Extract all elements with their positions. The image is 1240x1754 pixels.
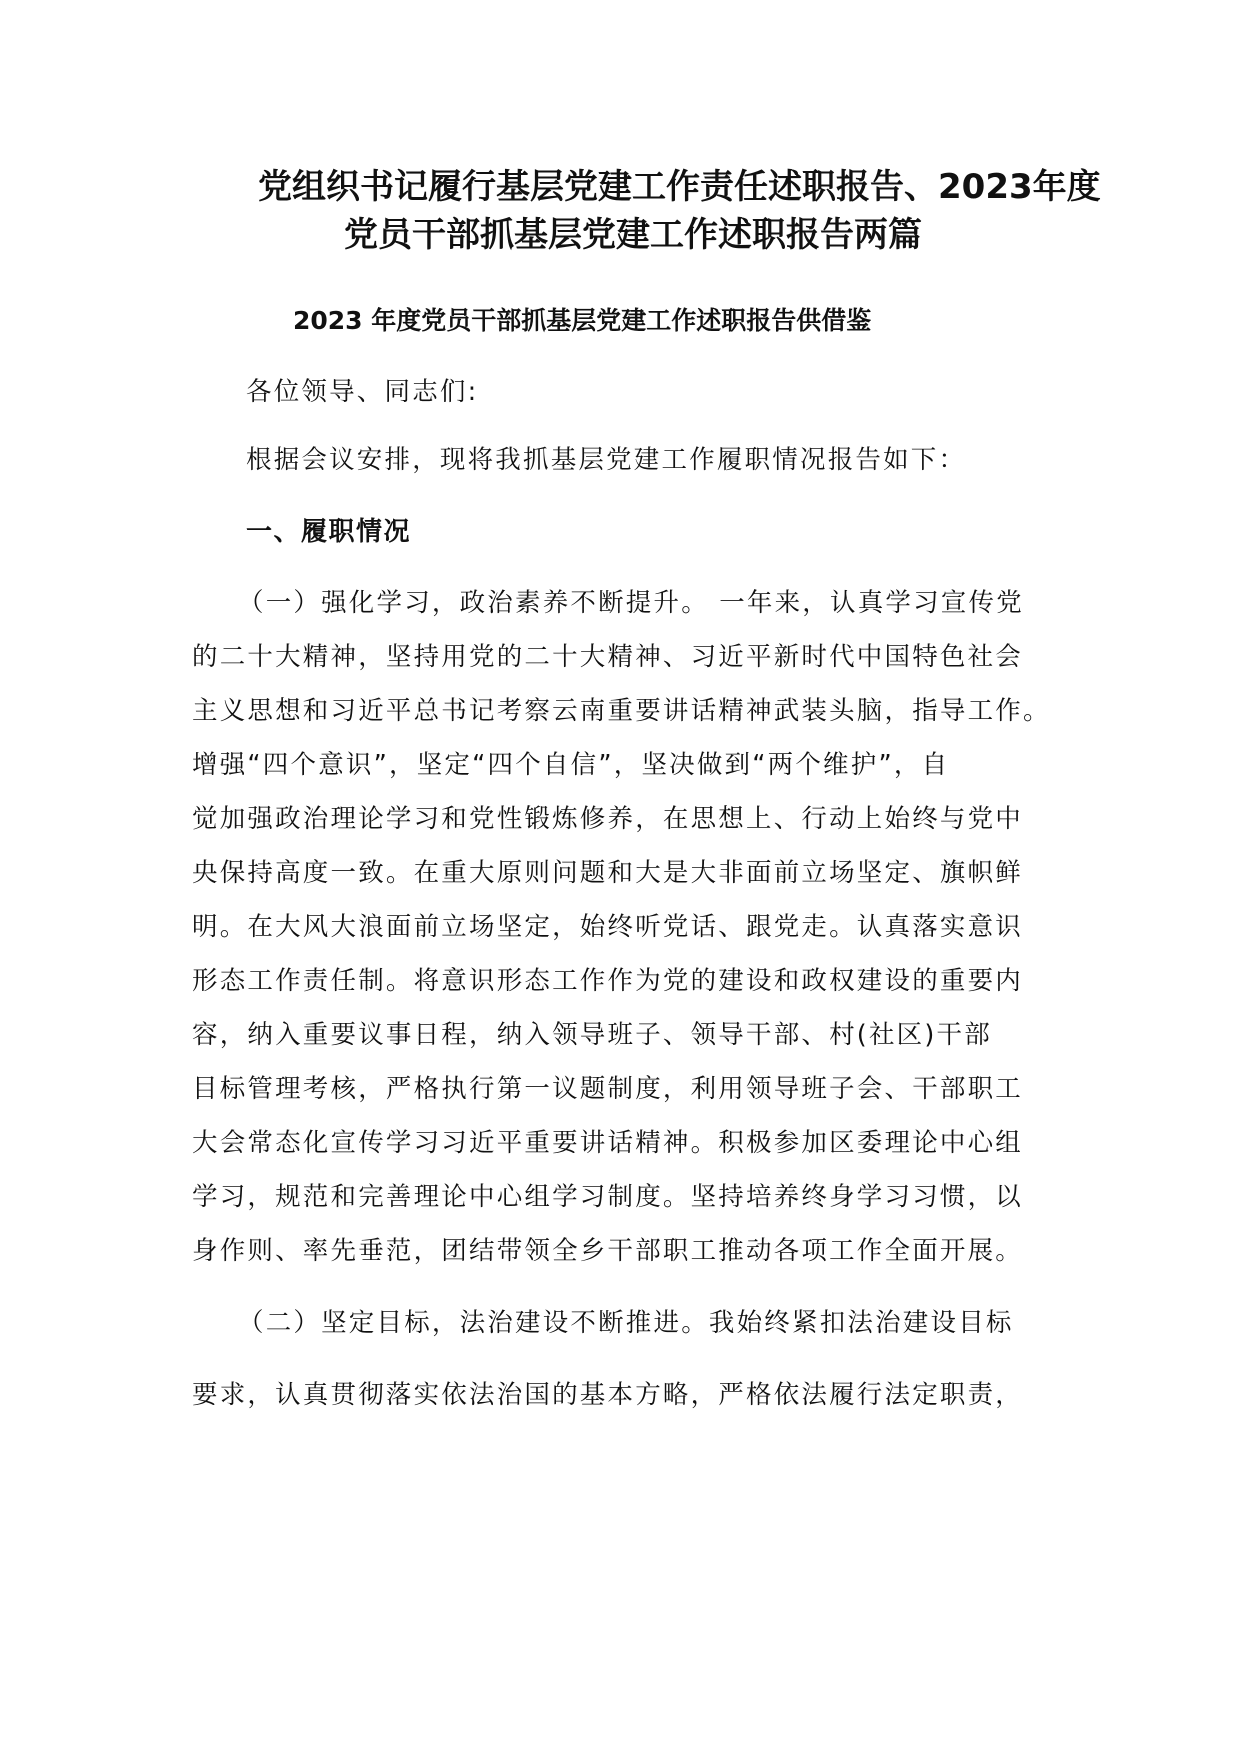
paragraph-line: 的二十大精神，坚持用党的二十大精神、习近平新时代中国特色社会 (192, 642, 1024, 672)
paragraph-line: 身作则、率先垂范，团结带领全乡干部职工推动各项工作全面开展。 (192, 1236, 1024, 1266)
paragraph-line: 要求，认真贯彻落实依法治国的基本方略，严格依法履行法定职责， (192, 1380, 1024, 1410)
paragraph-line: 主义思想和习近平总书记考察云南重要讲话精神武装头脑，指导工作。 (192, 696, 1051, 726)
paragraph-line: 学习，规范和完善理论中心组学习制度。坚持培养终身学习习惯，以 (192, 1182, 1024, 1212)
document-subtitle: 2023 年度党员干部抓基层党建工作述职报告供借鉴 (293, 306, 872, 335)
document-title (258, 163, 1101, 259)
paragraph-line: （一）强化学习，政治素养不断提升。 一年来，认真学习宣传党 (238, 588, 1024, 618)
section-heading: 一、履职情况 (246, 517, 412, 547)
paragraph-line: 大会常态化宣传学习习近平重要讲话精神。积极参加区委理论中心组 (192, 1128, 1024, 1158)
document-title-line-2: 党员干部抓基层党建工作述职报告两篇 (344, 215, 922, 255)
paragraph-line: 形态工作责任制。将意识形态工作作为党的建设和政权建设的重要内 (192, 966, 1024, 996)
paragraph-line: 目标管理考核，严格执行第一议题制度，利用领导班子会、干部职工 (192, 1074, 1024, 1104)
paragraph-line: 明。在大风大浪面前立场坚定，始终听党话、跟党走。认真落实意识 (192, 912, 1024, 942)
paragraph-line: 央保持高度一致。在重大原则问题和大是大非面前立场坚定、旗帜鲜 (192, 858, 1024, 888)
paragraph-line: （二）坚定目标，法治建设不断推进。我始终紧扣法治建设目标 (238, 1308, 1014, 1338)
intro-paragraph: 根据会议安排，现将我抓基层党建工作履职情况报告如下： (246, 445, 967, 475)
paragraph-line: 容，纳入重要议事日程，纳入领导班子、领导干部、村(社区)干部 (192, 1020, 992, 1050)
paragraph-line: 增强“四个意识”，坚定“四个自信”，坚决做到“两个维护”，自 (192, 750, 950, 780)
document-title-line-1: 党组织书记履行基层党建工作责任述职报告、2023年度 (258, 167, 1101, 207)
paragraph-line: 觉加强政治理论学习和党性锻炼修养，在思想上、行动上始终与党中 (192, 804, 1024, 834)
salutation: 各位领导、同志们: (246, 377, 479, 407)
